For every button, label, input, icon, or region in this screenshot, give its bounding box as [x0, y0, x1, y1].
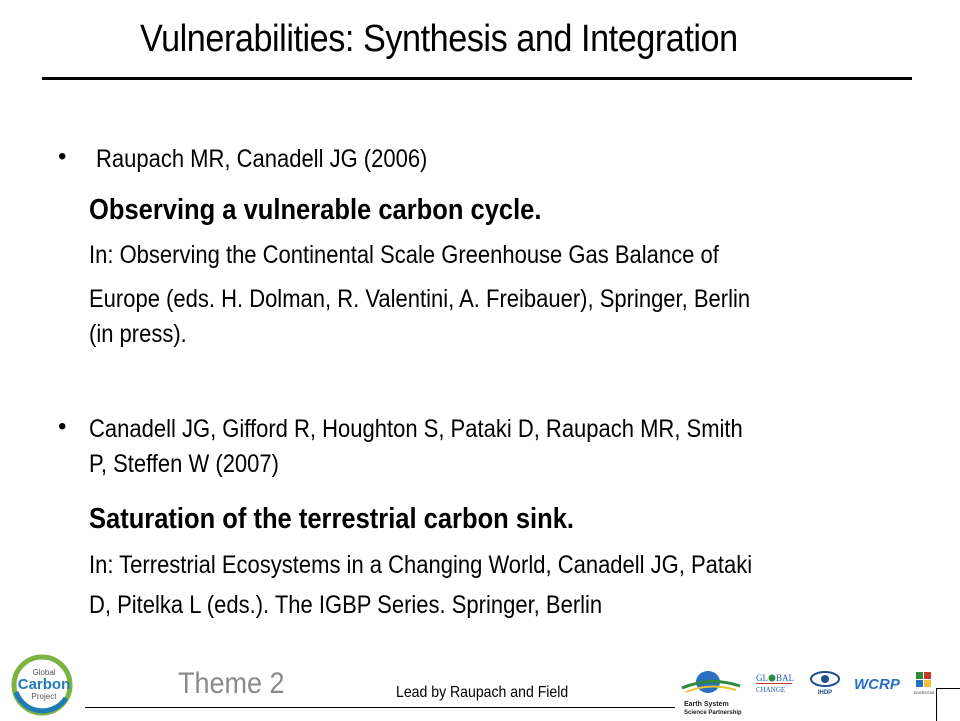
global-carbon-project-logo — [6, 652, 84, 716]
essp-logo-text: Earth System — [684, 701, 729, 708]
gcp-logo-text: Global — [32, 668, 56, 677]
ihdp-logo-text: IHDP — [817, 690, 833, 696]
reference-source-line: In: Terrestrial Ecosystems in a Changing World, Canadell JG, Pataki — [89, 551, 753, 579]
reference-source-line: Europe (eds. H. Dolman, R. Valentini, A. Freibauer), Springer, Berlin — [89, 285, 751, 313]
ihdp-logo — [808, 670, 842, 696]
essp-logo — [680, 668, 748, 720]
reference-source-line: (in press). — [89, 320, 187, 348]
lead-credit: Lead by Raupach and Field — [396, 684, 569, 701]
wcrp-logo-text: WCRP — [854, 676, 900, 693]
wcrp-logo — [852, 672, 904, 694]
global-change-logo — [755, 672, 795, 694]
reference-title: Saturation of the terrestrial carbon sink. — [89, 503, 575, 535]
reference-source-line: In: Observing the Continental Scale Greenhouse Gas Balance of — [89, 241, 719, 269]
essp-logo-text: Science Partnership — [684, 710, 742, 716]
reference-authors: P, Steffen W (2007) — [89, 450, 279, 478]
reference-authors: Canadell JG, Gifford R, Houghton S, Pataki D, Raupach MR, Smith — [89, 415, 743, 443]
diversitas-logo — [912, 670, 936, 696]
footer-divider — [85, 707, 675, 708]
reference-source-line: D, Pitelka L (eds.). The IGBP Series. Springer, Berlin — [89, 591, 603, 619]
footer-corner-mark — [936, 688, 960, 721]
theme-label: Theme 2 — [178, 667, 285, 700]
diversitas-logo-text: DIVERSITAS — [913, 691, 935, 695]
gcp-logo-text: Carbon — [17, 676, 71, 693]
global-change-logo-text: GL — [756, 673, 768, 683]
title-divider — [42, 77, 912, 80]
slide-title: Vulnerabilities: Synthesis and Integration — [140, 18, 738, 60]
gcp-logo-text: Project — [31, 692, 57, 701]
global-change-logo-text: BAL — [776, 673, 794, 683]
global-change-logo-text: CHANGE — [756, 686, 786, 694]
bullet-icon: • — [58, 143, 67, 170]
reference-authors: Raupach MR, Canadell JG (2006) — [96, 145, 428, 173]
reference-title: Observing a vulnerable carbon cycle. — [89, 194, 542, 226]
bullet-icon: • — [58, 413, 67, 440]
